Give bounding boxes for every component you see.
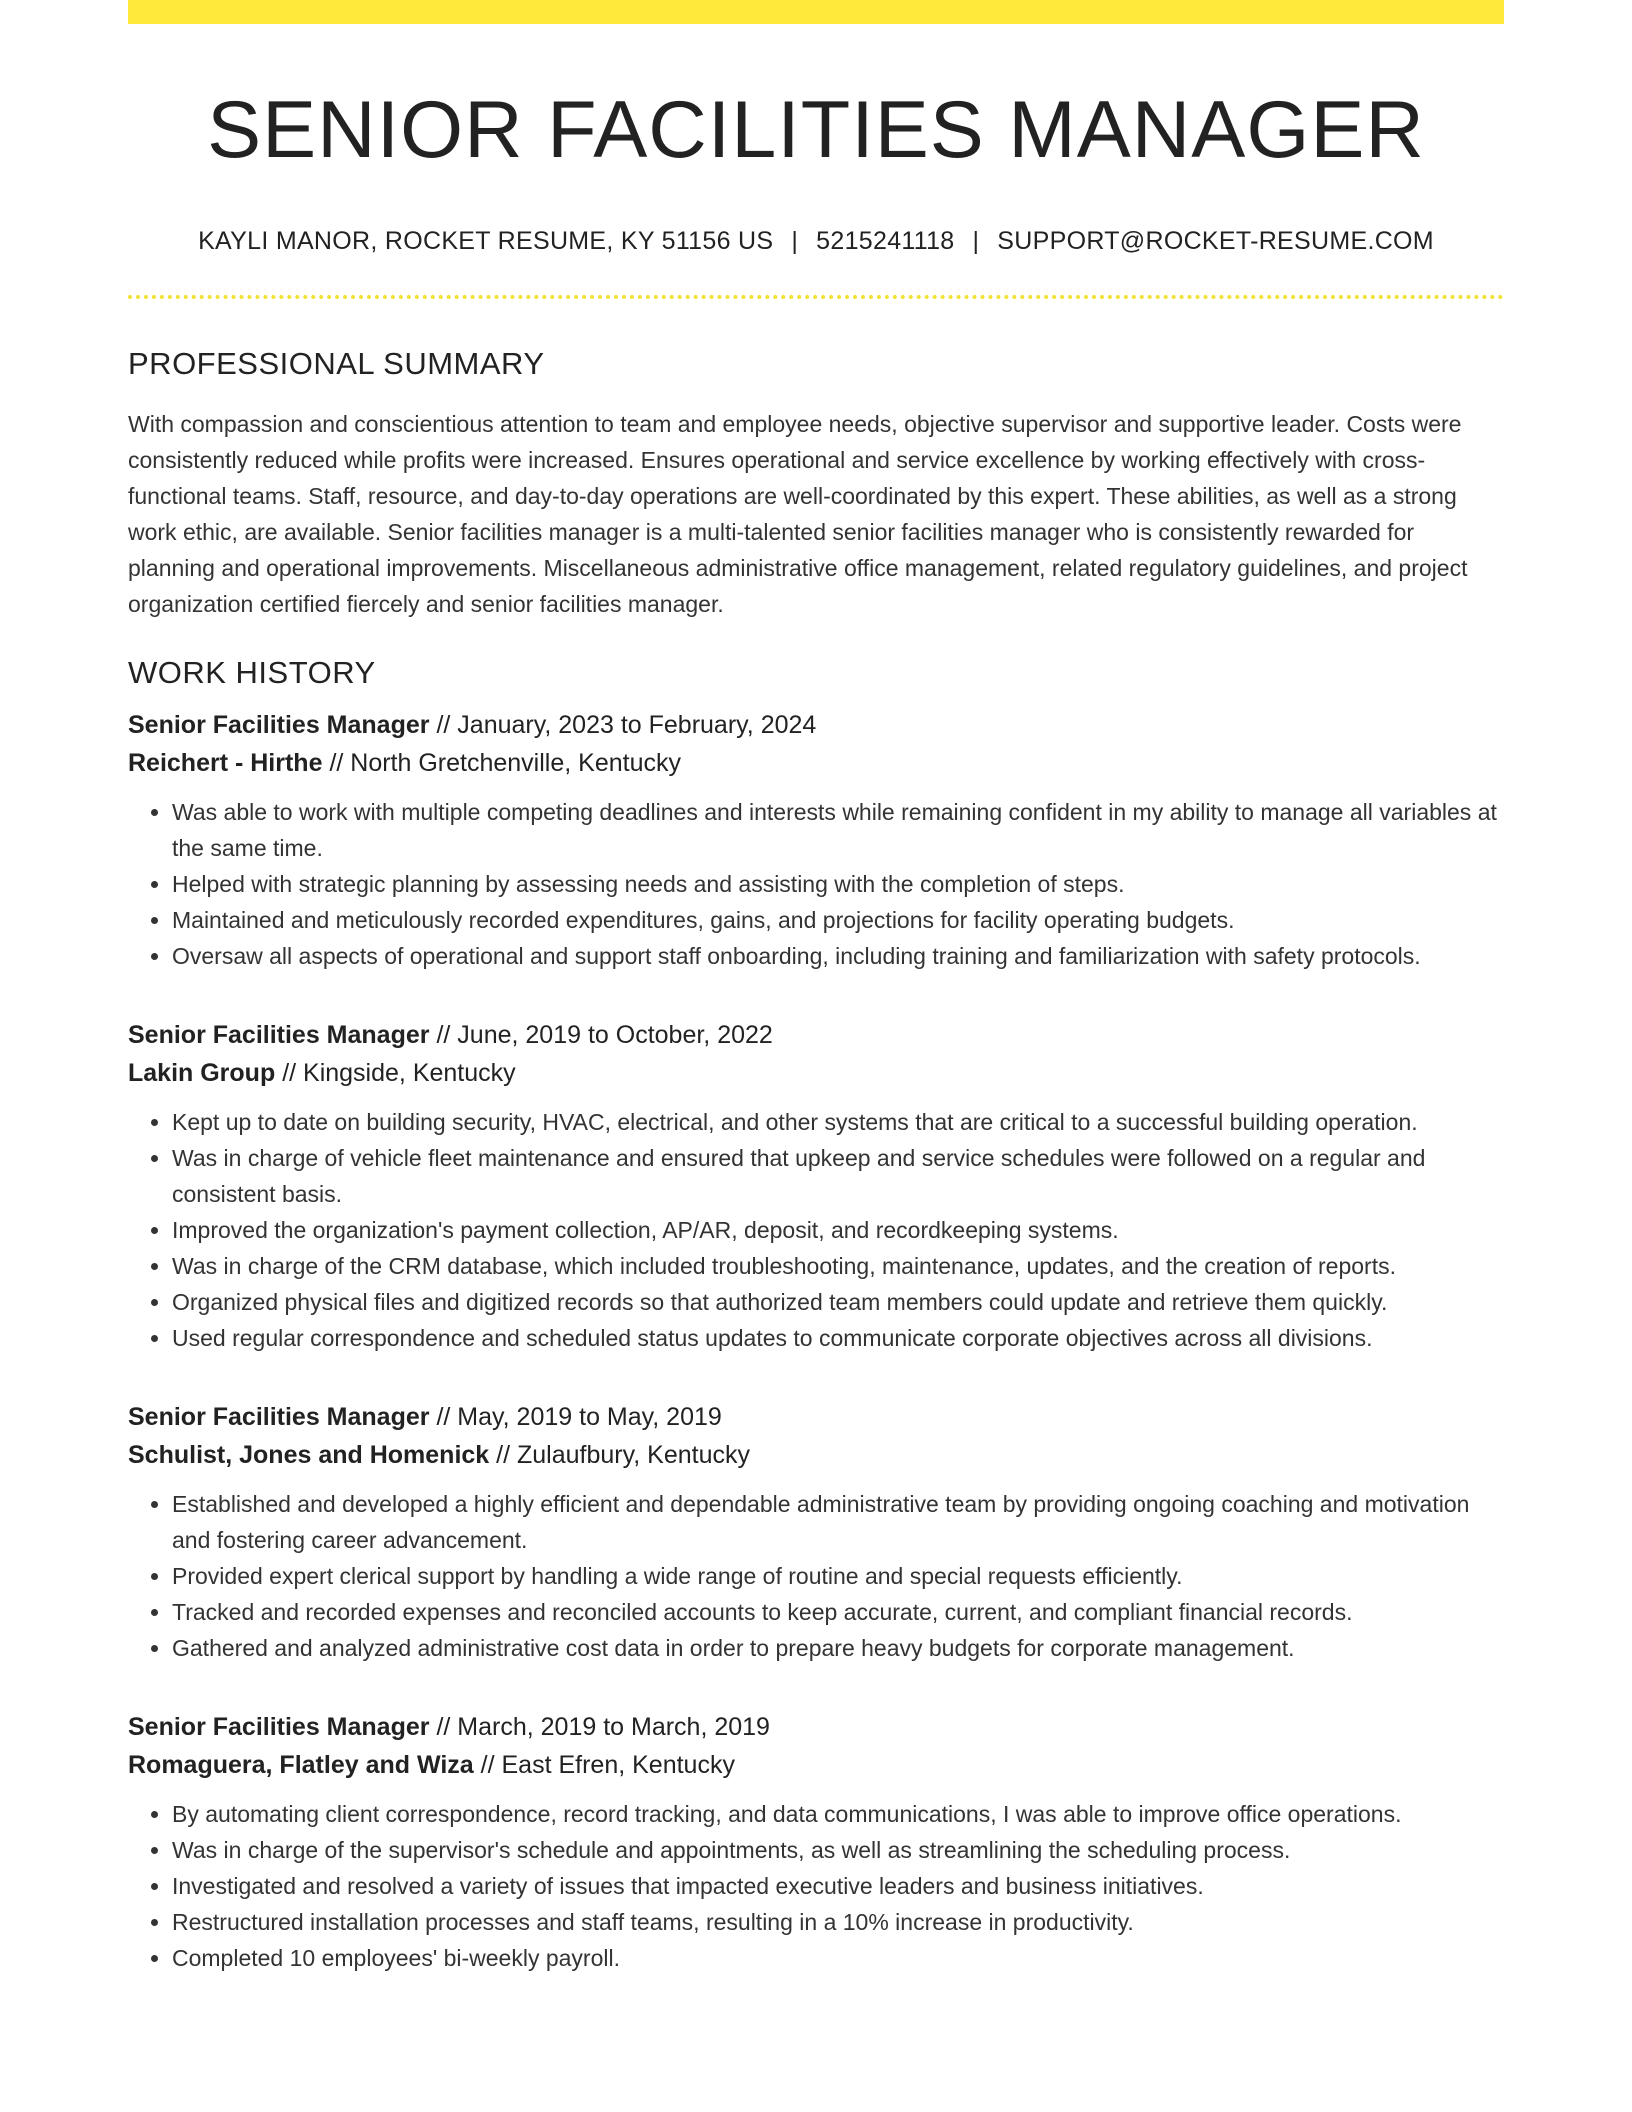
- contact-address: KAYLI MANOR, ROCKET RESUME, KY 51156 US: [198, 227, 774, 256]
- job-bullet-list: [128, 794, 1504, 974]
- job-company: Reichert - Hirthe: [128, 748, 323, 777]
- summary-text: With compassion and conscientious attention to team and employee needs, objective supervisor and supportive leader. Costs were consistently reduced while profits were increased. Ensures operational and service excellence by working effectively with cross-functional teams. Staff, resource, and day-to-day operations are well-coordinated by this expert. These abilities, as well as a strong work ethic, are available. Senior facilities manager is a multi-talented senior facilities manager who is consistently rewarded for planning and operational improvements. Miscellaneous administrative office management, related regulatory guidelines, and project organization certified fiercely and senior facilities manager.: [128, 411, 1468, 618]
- job-bullet: • Was able to work with multiple competing deadlines and interests while remaining confident in my ability to manage all variables at the same time.: [172, 794, 1504, 866]
- job-title: Senior Facilities Manager: [128, 1712, 430, 1741]
- job-company-line: [128, 744, 1504, 782]
- job-entry: [128, 1708, 1504, 1976]
- job-location: // East Efren, Kentucky: [480, 1750, 735, 1779]
- job-bullet: • Kept up to date on building security, HVAC, electrical, and other systems that are critical to a successful building operation.: [172, 1104, 1504, 1140]
- job-bullet: • Was in charge of the CRM database, which included troubleshooting, maintenance, updates, and the creation of reports.: [172, 1248, 1504, 1284]
- job-dates: // May, 2019 to May, 2019: [436, 1402, 722, 1431]
- job-bullet: • By automating client correspondence, record tracking, and data communications, I was able to improve office operations.: [172, 1796, 1504, 1832]
- summary-heading: PROFESSIONAL SUMMARY: [128, 346, 545, 382]
- accent-bar: [128, 0, 1504, 24]
- job-location: // North Gretchenville, Kentucky: [329, 748, 681, 777]
- job-dates: // March, 2019 to March, 2019: [436, 1712, 770, 1741]
- job-bullet: • Restructured installation processes and staff teams, resulting in a 10% increase in productivity.: [172, 1904, 1504, 1940]
- job-title: Senior Facilities Manager: [128, 1402, 430, 1431]
- job-location: // Zulaufbury, Kentucky: [496, 1440, 750, 1469]
- job-bullet-list: [128, 1796, 1504, 1976]
- work-history-heading: WORK HISTORY: [128, 655, 376, 691]
- job-bullet: • Was in charge of vehicle fleet maintenance and ensured that upkeep and service schedules were followed on a regular and consistent basis.: [172, 1140, 1504, 1212]
- job-bullet: • Oversaw all aspects of operational and support staff onboarding, including training and familiarization with safety protocols.: [172, 938, 1504, 974]
- job-dates: // June, 2019 to October, 2022: [436, 1020, 773, 1049]
- job-bullet: • Was in charge of the supervisor's schedule and appointments, as well as streamlining the scheduling process.: [172, 1832, 1504, 1868]
- dotted-divider: [128, 295, 1504, 299]
- job-bullet-list: [128, 1486, 1504, 1666]
- job-company: Schulist, Jones and Homenick: [128, 1440, 490, 1469]
- job-bullet: • Used regular correspondence and scheduled status updates to communicate corporate objectives across all divisions.: [172, 1320, 1504, 1356]
- job-company: Lakin Group: [128, 1058, 276, 1087]
- job-title-line: [128, 706, 1504, 744]
- job-bullet: • Tracked and recorded expenses and reconciled accounts to keep accurate, current, and compliant financial records.: [172, 1594, 1504, 1630]
- job-company-line: [128, 1436, 1504, 1474]
- job-title: Senior Facilities Manager: [128, 1020, 430, 1049]
- job-bullet: • Helped with strategic planning by assessing needs and assisting with the completion of steps.: [172, 866, 1504, 902]
- job-bullet: • Completed 10 employees' bi-weekly payroll.: [172, 1940, 1504, 1976]
- job-company-line: [128, 1054, 1504, 1092]
- job-bullet: • Established and developed a highly efficient and dependable administrative team by providing ongoing coaching and motivation and fostering career advancement.: [172, 1486, 1504, 1558]
- job-bullet: • Improved the organization's payment collection, AP/AR, deposit, and recordkeeping systems.: [172, 1212, 1504, 1248]
- resume-title: SENIOR FACILITIES MANAGER: [207, 85, 1425, 175]
- job-entry: [128, 706, 1504, 974]
- job-bullet: • Gathered and analyzed administrative cost data in order to prepare heavy budgets for corporate management.: [172, 1630, 1504, 1666]
- contact-separator: |: [791, 227, 799, 256]
- contact-separator: |: [972, 227, 980, 256]
- job-title-line: [128, 1708, 1504, 1746]
- job-entry: [128, 1016, 1504, 1356]
- job-dates: // January, 2023 to February, 2024: [436, 710, 817, 739]
- job-bullet: • Investigated and resolved a variety of issues that impacted executive leaders and business initiatives.: [172, 1868, 1504, 1904]
- contact-line: [128, 227, 1504, 256]
- contact-email: SUPPORT@ROCKET-RESUME.COM: [997, 227, 1434, 256]
- work-history-list: [128, 706, 1504, 1976]
- contact-phone: 5215241118: [816, 227, 955, 256]
- job-location: // Kingside, Kentucky: [282, 1058, 516, 1087]
- job-entry: [128, 1398, 1504, 1666]
- job-bullet: • Maintained and meticulously recorded expenditures, gains, and projections for facility operating budgets.: [172, 902, 1504, 938]
- job-title-line: [128, 1016, 1504, 1054]
- job-bullet: • Provided expert clerical support by handling a wide range of routine and special requests efficiently.: [172, 1558, 1504, 1594]
- job-company: Romaguera, Flatley and Wiza: [128, 1750, 474, 1779]
- job-bullet-list: [128, 1104, 1504, 1356]
- job-company-line: [128, 1746, 1504, 1784]
- job-title: Senior Facilities Manager: [128, 710, 430, 739]
- job-bullet: • Organized physical files and digitized records so that authorized team members could update and retrieve them quickly.: [172, 1284, 1504, 1320]
- job-title-line: [128, 1398, 1504, 1436]
